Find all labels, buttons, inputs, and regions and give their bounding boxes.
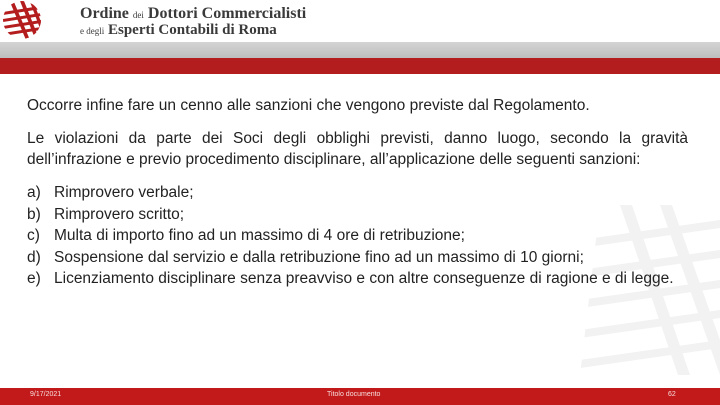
header	[0, 0, 720, 42]
list-marker: a)	[27, 184, 41, 201]
list-marker: e)	[27, 270, 41, 287]
list-item	[27, 204, 688, 226]
list-marker: d)	[27, 248, 41, 266]
header-grey-band	[0, 42, 720, 58]
list-item	[27, 182, 688, 204]
list-item	[27, 225, 688, 247]
footer-date: 9/17/2021	[30, 391, 62, 398]
org-name-line2: e degli Esperti Contabili di Roma	[80, 22, 277, 38]
list-item-text: Licenziamento disciplinare senza preavviso e con altre conseguenze di ragione e di legge.	[54, 270, 674, 287]
slide-content	[27, 96, 688, 290]
list-marker: b)	[27, 205, 41, 223]
footer-bar	[0, 388, 720, 405]
list-marker: c)	[27, 227, 40, 244]
footer-document-title: Titolo documento	[327, 391, 381, 398]
list-item	[27, 247, 688, 269]
list-item-text: Multa di importo fino ad un massimo di 4 ore di retribuzione;	[54, 227, 465, 244]
sanctions-list	[27, 182, 688, 290]
globe-logo-icon	[0, 0, 48, 42]
list-item-text: Rimprovero scritto;	[54, 205, 185, 223]
list-item-text: Sospensione dal servizio e dalla retribuzione fino ad un massimo di 10 giorni;	[54, 248, 584, 266]
intro-text: Occorre infine fare un cenno alle sanzioni che vengono previste dal Regolamento.	[27, 97, 590, 114]
footer-page-number: 62	[668, 391, 676, 398]
list-item	[27, 268, 688, 290]
org-name-line1: Ordine dei Dottori Commercialisti	[80, 5, 307, 22]
violations-paragraph: Le violazioni da parte dei Soci degli obblighi previsti, danno luogo, secondo la gravità dell’infrazione e previo procedimento disciplinare, all’applicazione delle seguenti sanzioni:	[27, 130, 688, 168]
list-item-text: Rimprovero verbale;	[54, 184, 194, 201]
header-red-band	[0, 58, 720, 74]
